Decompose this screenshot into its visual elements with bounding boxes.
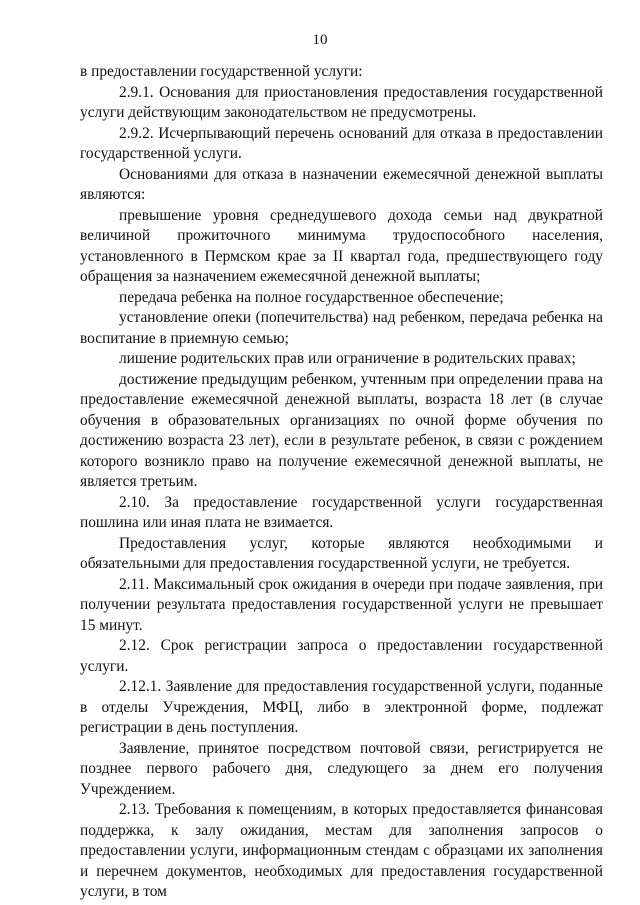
- paragraph-2-12-1: 2.12.1. Заявление для предоставления государственной услуги, поданные в отделы Учреждения, МФЦ, либо в электронной форме, подлежат регистрации в день поступления.: [80, 678, 603, 736]
- document-body: [80, 62, 603, 903]
- paragraph-continuation: в предоставлении государственной услуги:: [80, 63, 363, 80]
- paragraph-income-excess: превышение уровня среднедушевого дохода семьи над двукратной величиной прожиточного минимума трудоспособного населения, установленного в Пермском крае за II квартал года, предшествующего году обращения за назначением ежемесячной денежной выплаты;: [80, 206, 603, 285]
- paragraph-2-11: 2.11. Максимальный срок ожидания в очереди при подаче заявления, при получении результата предоставления государственной услуги не превышает 15 минут.: [80, 575, 603, 634]
- paragraph-postal-registration: Заявление, принятое посредством почтовой связи, регистрируется не позднее первого рабочего дня, следующего за днем его получения Учреждением.: [80, 739, 603, 798]
- paragraph-refusal-grounds: Основаниями для отказа в назначении ежемесячной денежной выплаты являются:: [80, 165, 603, 203]
- paragraph-previous-child-age: достижение предыдущим ребенком, учтенным при определении права на предоставление ежемесячной денежной выплаты, возраста 18 лет (в случае обучения в образовательных организациях по очной форме обучения по достижению возраста 23 лет), если в результате ребенок, в связи с рождением которого возникло право на получение ежемесячной денежной выплаты, не является третьим.: [80, 370, 603, 490]
- page-number: 10: [312, 32, 328, 48]
- paragraph-2-10: 2.10. За предоставление государственной услуги государственная пошлина или иная плата не взимается.: [80, 493, 603, 531]
- paragraph-2-12: 2.12. Срок регистрации запроса о предоставлении государственной услуги.: [80, 637, 603, 675]
- paragraph-2-9-2: 2.9.2. Исчерпывающий перечень оснований для отказа в предоставлении государственной услуги.: [80, 124, 603, 162]
- paragraph-2-9-1: 2.9.1. Основания для приостановления предоставления государственной услуги действующим законодательством не предусмотрены.: [80, 83, 603, 121]
- paragraph-guardianship: установление опеки (попечительства) над ребенком, передача ребенка на воспитание в приемную семью;: [80, 309, 603, 347]
- paragraph-necessary-services: Предоставления услуг, которые являются необходимыми и обязательными для предоставления государственной услуги, не требуется.: [80, 534, 603, 572]
- paragraph-state-support: передача ребенка на полное государственное обеспечение;: [119, 288, 504, 306]
- paragraph-2-13: 2.13. Требования к помещениям, в которых предоставляется финансовая поддержка, к залу ожидания, местам для заполнения запросов о предоставлении услуги, информационным стендам с образцами их заполнения и перечнем документов, необходимых для предоставления государственной услуги, в том: [80, 801, 603, 900]
- paragraph-parental-rights: лишение родительских прав или ограничение в родительских правах;: [119, 350, 576, 367]
